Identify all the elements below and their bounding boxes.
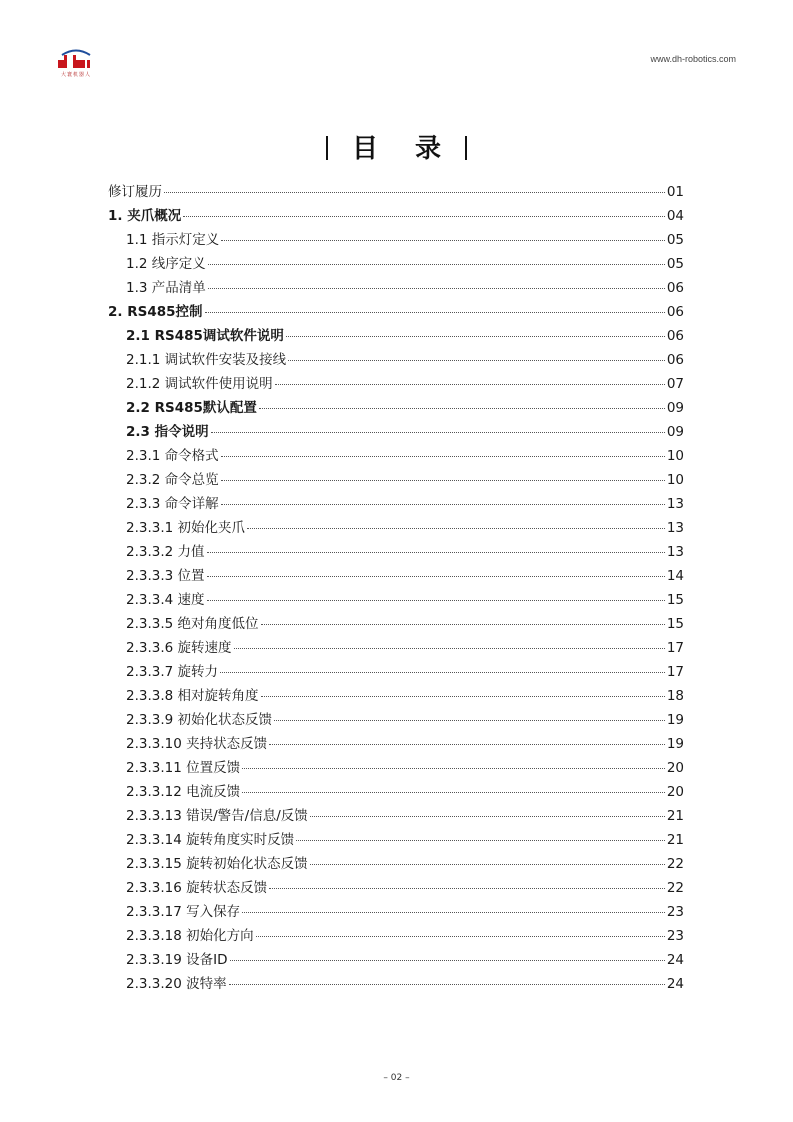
toc-dot-leader <box>221 456 665 457</box>
toc-dot-leader <box>234 648 665 649</box>
toc-entry-label: 2.3.3.2 力值 <box>126 544 205 560</box>
toc-dot-leader <box>296 840 665 841</box>
toc-dot-leader <box>183 216 665 217</box>
toc-dot-leader <box>211 432 665 433</box>
toc-dot-leader <box>261 624 665 625</box>
toc-entry-label: 2.3.3.8 相对旋转角度 <box>126 688 259 704</box>
table-of-contents <box>108 180 684 996</box>
toc-entry-label: 1.2 线序定义 <box>126 256 206 272</box>
toc-dot-leader <box>286 336 665 337</box>
toc-entry-page: 13 <box>666 544 684 560</box>
toc-entry-page: 05 <box>666 232 684 248</box>
toc-entry-label: 2.1 RS485调试软件说明 <box>126 328 284 344</box>
toc-dot-leader <box>221 504 665 505</box>
toc-entry-page: 23 <box>666 928 684 944</box>
toc-entry[interactable] <box>108 444 684 468</box>
toc-entry[interactable] <box>108 660 684 684</box>
toc-entry[interactable] <box>108 972 684 996</box>
toc-entry[interactable] <box>108 492 684 516</box>
toc-dot-leader <box>310 864 665 865</box>
toc-entry-label: 2.3.3.19 设备ID <box>126 952 228 968</box>
toc-dot-leader <box>274 720 665 721</box>
toc-entry-label: 2.3.3.6 旋转速度 <box>126 640 232 656</box>
toc-dot-leader <box>242 912 665 913</box>
toc-entry[interactable] <box>108 324 684 348</box>
toc-entry[interactable] <box>108 348 684 372</box>
toc-entry-label: 修订履历 <box>108 184 162 200</box>
toc-entry[interactable] <box>108 876 684 900</box>
toc-dot-leader <box>229 984 665 985</box>
toc-entry-page: 21 <box>666 808 684 824</box>
toc-entry[interactable] <box>108 540 684 564</box>
toc-dot-leader <box>208 288 665 289</box>
toc-entry[interactable] <box>108 756 684 780</box>
toc-entry[interactable] <box>108 372 684 396</box>
page-title <box>0 128 793 165</box>
toc-dot-leader <box>269 888 665 889</box>
dh-logo-icon <box>56 49 96 71</box>
toc-entry[interactable] <box>108 636 684 660</box>
toc-entry-label: 2.3.3.18 初始化方向 <box>126 928 254 944</box>
toc-entry-label: 2.3.3.7 旋转力 <box>126 664 219 680</box>
toc-dot-leader <box>269 744 665 745</box>
toc-entry-page: 07 <box>666 376 684 392</box>
toc-entry-page: 10 <box>666 472 684 488</box>
toc-entry[interactable] <box>108 204 684 228</box>
toc-dot-leader <box>205 312 665 313</box>
toc-entry[interactable] <box>108 564 684 588</box>
toc-dot-leader <box>261 696 665 697</box>
toc-dot-leader <box>208 264 665 265</box>
toc-entry[interactable] <box>108 396 684 420</box>
toc-entry[interactable] <box>108 252 684 276</box>
title-left-bar <box>326 136 328 160</box>
toc-entry[interactable] <box>108 516 684 540</box>
toc-entry-page: 15 <box>666 616 684 632</box>
toc-dot-leader <box>221 480 665 481</box>
toc-entry-page: 24 <box>666 952 684 968</box>
toc-entry-page: 23 <box>666 904 684 920</box>
toc-entry-page: 19 <box>666 712 684 728</box>
toc-entry[interactable] <box>108 612 684 636</box>
toc-entry-label: 2.3.1 命令格式 <box>126 448 219 464</box>
toc-entry[interactable] <box>108 708 684 732</box>
toc-entry-label: 2.3.3.20 波特率 <box>126 976 227 992</box>
toc-entry[interactable] <box>108 780 684 804</box>
toc-entry-page: 05 <box>666 256 684 272</box>
toc-entry-label: 2.3.3.15 旋转初始化状态反馈 <box>126 856 308 872</box>
toc-entry-label: 2.3.3.12 电流反馈 <box>126 784 241 800</box>
toc-entry[interactable] <box>108 828 684 852</box>
toc-entry-page: 06 <box>666 304 684 320</box>
page-number: – 02 – <box>383 1073 410 1083</box>
toc-entry-page: 01 <box>666 184 684 200</box>
toc-entry[interactable] <box>108 948 684 972</box>
toc-entry[interactable] <box>108 276 684 300</box>
toc-entry[interactable] <box>108 420 684 444</box>
toc-entry[interactable] <box>108 228 684 252</box>
toc-dot-leader <box>242 768 665 769</box>
toc-entry-page: 18 <box>666 688 684 704</box>
toc-entry-label: 2.3.3.14 旋转角度实时反馈 <box>126 832 295 848</box>
toc-dot-leader <box>259 408 665 409</box>
toc-entry-page: 06 <box>666 280 684 296</box>
toc-entry-page: 06 <box>666 328 684 344</box>
toc-dot-leader <box>230 960 665 961</box>
toc-entry-label: 1.3 产品清单 <box>126 280 206 296</box>
toc-entry-label: 2.3.2 命令总览 <box>126 472 219 488</box>
toc-entry-page: 19 <box>666 736 684 752</box>
toc-dot-leader <box>207 552 665 553</box>
toc-entry[interactable] <box>108 468 684 492</box>
toc-dot-leader <box>288 360 665 361</box>
toc-entry-page: 04 <box>666 208 684 224</box>
toc-entry-label: 2.1.2 调试软件使用说明 <box>126 376 273 392</box>
toc-entry-page: 15 <box>666 592 684 608</box>
toc-entry-label: 1.1 指示灯定义 <box>126 232 220 248</box>
toc-dot-leader <box>164 192 665 193</box>
toc-entry-label: 2.3.3.17 写入保存 <box>126 904 241 920</box>
logo-caption: 大寰机器人 <box>60 72 91 78</box>
header-website[interactable]: www.dh-robotics.com <box>650 54 736 64</box>
toc-entry[interactable] <box>108 804 684 828</box>
toc-entry-page: 13 <box>666 520 684 536</box>
toc-dot-leader <box>275 384 665 385</box>
toc-entry-label: 2.3.3.1 初始化夹爪 <box>126 520 246 536</box>
toc-entry[interactable] <box>108 900 684 924</box>
toc-dot-leader <box>242 792 665 793</box>
toc-dot-leader <box>256 936 665 937</box>
toc-entry-page: 06 <box>666 352 684 368</box>
toc-entry-page: 17 <box>666 640 684 656</box>
toc-entry-label: 2.3.3.11 位置反馈 <box>126 760 241 776</box>
toc-entry[interactable] <box>108 732 684 756</box>
toc-entry-label: 2. RS485控制 <box>108 304 203 320</box>
toc-entry-page: 14 <box>666 568 684 584</box>
toc-entry-page: 20 <box>666 784 684 800</box>
toc-entry[interactable] <box>108 588 684 612</box>
toc-dot-leader <box>207 600 665 601</box>
toc-entry-page: 21 <box>666 832 684 848</box>
toc-entry[interactable] <box>108 300 684 324</box>
toc-entry-label: 2.1.1 调试软件安装及接线 <box>126 352 287 368</box>
toc-entry-page: 09 <box>666 424 684 440</box>
toc-entry-label: 2.2 RS485默认配置 <box>126 400 257 416</box>
toc-entry-label: 2.3.3.4 速度 <box>126 592 205 608</box>
toc-entry-label: 1. 夹爪概况 <box>108 208 182 224</box>
toc-dot-leader <box>207 576 665 577</box>
toc-dot-leader <box>310 816 665 817</box>
toc-entry[interactable] <box>108 180 684 204</box>
toc-entry-page: 10 <box>666 448 684 464</box>
company-logo <box>56 49 96 79</box>
toc-entry-label: 2.3.3.5 绝对角度低位 <box>126 616 259 632</box>
toc-entry-page: 20 <box>666 760 684 776</box>
toc-dot-leader <box>221 240 665 241</box>
toc-entry-page: 24 <box>666 976 684 992</box>
toc-entry-page: 17 <box>666 664 684 680</box>
toc-entry-label: 2.3.3.9 初始化状态反馈 <box>126 712 273 728</box>
toc-entry-label: 2.3 指令说明 <box>126 424 209 440</box>
toc-entry-page: 09 <box>666 400 684 416</box>
toc-entry[interactable] <box>108 852 684 876</box>
toc-entry[interactable] <box>108 924 684 948</box>
toc-entry-page: 22 <box>666 880 684 896</box>
toc-entry-label: 2.3.3 命令详解 <box>126 496 219 512</box>
toc-entry-label: 2.3.3.3 位置 <box>126 568 205 584</box>
page-title-text: 目 录 <box>351 134 456 164</box>
toc-entry-page: 22 <box>666 856 684 872</box>
toc-entry-label: 2.3.3.13 错误/警告/信息/反馈 <box>126 808 308 824</box>
toc-entry-label: 2.3.3.10 夹持状态反馈 <box>126 736 268 752</box>
toc-dot-leader <box>247 528 665 529</box>
toc-entry-label: 2.3.3.16 旋转状态反馈 <box>126 880 268 896</box>
title-right-bar <box>465 136 467 160</box>
toc-entry[interactable] <box>108 684 684 708</box>
toc-dot-leader <box>220 672 665 673</box>
toc-entry-page: 13 <box>666 496 684 512</box>
